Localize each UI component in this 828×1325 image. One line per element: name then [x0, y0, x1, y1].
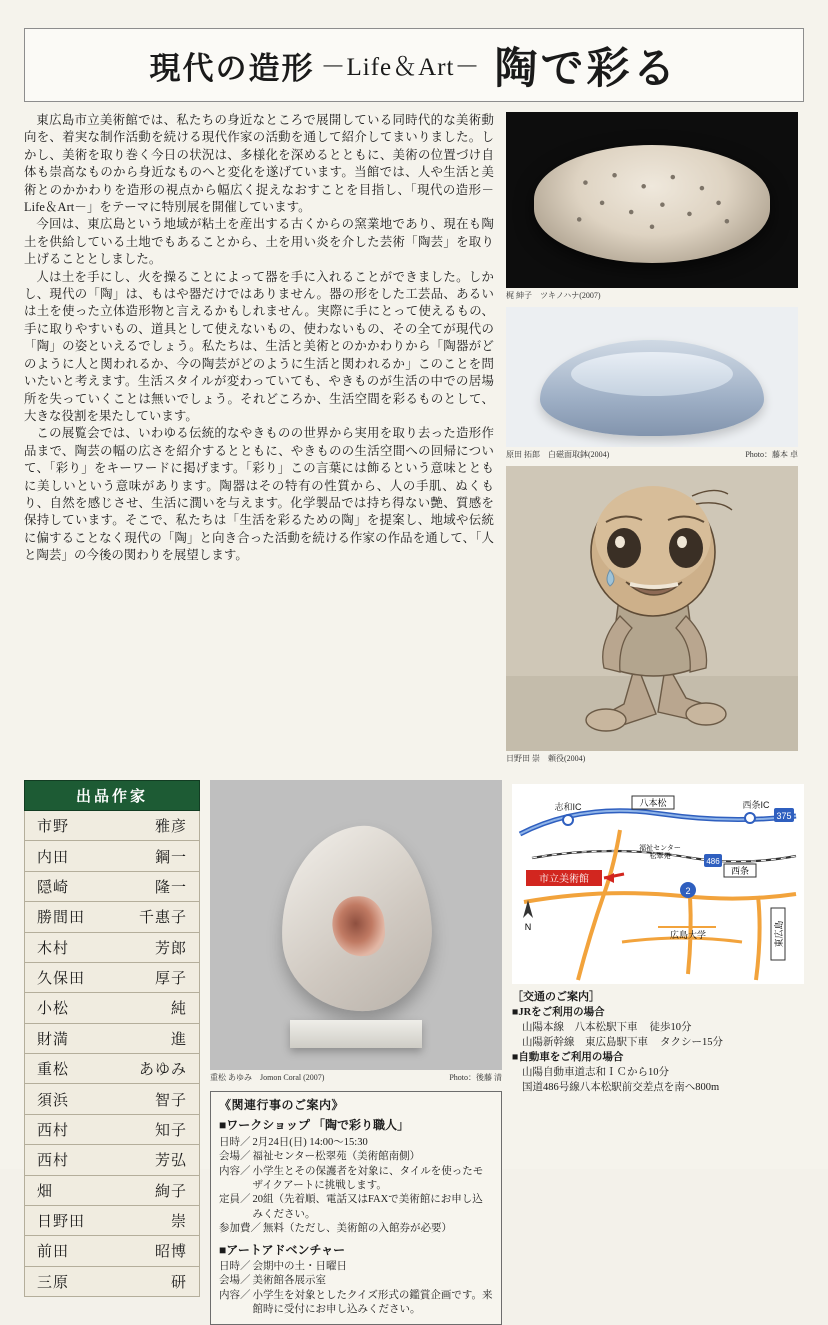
event-key: 内容／: [219, 1165, 251, 1177]
event-value: 美術館各展示室: [252, 1275, 326, 1287]
artist-family-name: 木村: [37, 940, 70, 957]
intro-text-column: [24, 112, 494, 770]
photo-caption: [506, 290, 798, 301]
intro-text: [24, 112, 494, 565]
photo-column: [506, 112, 798, 770]
photo-caption: [210, 1072, 502, 1083]
artist-row: [24, 1176, 200, 1206]
artist-given-name: 智子: [154, 1092, 187, 1109]
page-title: 現代の造形: [149, 50, 315, 86]
intro-paragraph: この展覧会では、いわゆる伝統的なやきものの世界から実用を取り去った造形作品まで、陶芸の幅の広さを紹介するとともに、やきものの生活空間への回帰について、「彩り」をキーワードに掲げます。「彩り」この言葉には飾るという意味とともに美しいという意味があります。陶器はその特有の性質から、人の手肌、ぬくもり、自然を感じさせ、生活に潤いを与えます。化学製品では持ち得ない艶、質感を保持しています。そこで、私たちは「生活を彩るための陶」を提案し、地域や伝統に偏することなく現代の「陶」と向き合った活動を続ける作家の作品を通して、「人と陶芸」の今後の関わりを展望します。: [24, 426, 494, 563]
intro-paragraph: 今回は、東広島という地域が粘土を産出する古くからの窯業地であり、現在も陶土を供給している土地でもあることから、土を用い炎を介した芸術「陶芸」を取り上げることとしました。: [24, 217, 494, 267]
artist-row: [24, 963, 200, 993]
photo-caption: [506, 449, 798, 460]
page-title-brush: 陶で彩る: [494, 43, 679, 94]
event-key: 日時／: [219, 1261, 251, 1273]
svg-text:486: 486: [706, 857, 720, 866]
svg-text:2: 2: [685, 886, 691, 896]
photo-caption-text: 原田 拓郎 白磁面取鉢(2004): [506, 450, 610, 459]
artist-row: [24, 993, 200, 1023]
artist-row: [24, 1267, 200, 1297]
artist-given-name: 進: [170, 1031, 187, 1048]
event-value: 小学生を対象としたクイズ形式の鑑賞企画です。来館時に受付にお申し込みください。: [252, 1289, 493, 1316]
access-map: [512, 784, 804, 984]
access-row: [512, 1020, 804, 1035]
map-illustration: [512, 784, 804, 984]
artist-given-name: 崇: [170, 1214, 187, 1231]
access-duration: タクシー15分: [660, 1037, 723, 1048]
event-row: [219, 1260, 493, 1274]
upper-section: [18, 112, 810, 770]
artist-list-heading: 出品作家: [24, 780, 200, 811]
artwork-image-hakuji-bowl: [506, 307, 798, 447]
event-value: 会期中の土・日曜日: [252, 1261, 347, 1273]
photo-caption-text: 日野田 崇 頼役(2004): [506, 754, 586, 763]
event-value: 無料（ただし、美術館の入館券が必要）: [263, 1223, 452, 1235]
event-value: 福祉センター松翠苑（美術館南側）: [252, 1151, 421, 1163]
artist-family-name: 三原: [37, 1274, 70, 1291]
photo-block-figure: [506, 466, 798, 764]
ceramic-figure-illustration: [506, 466, 798, 751]
event-value: 2月24日(日) 14:00～15:30: [252, 1136, 368, 1148]
access-section-title: ■JRをご利用の場合: [512, 1007, 605, 1018]
artist-given-name: 隆一: [154, 879, 187, 896]
svg-text:松翠苑: 松翠苑: [649, 853, 671, 860]
event-value: 20組（先着順、電話又はFAXで美術館にお申し込みください。: [252, 1194, 483, 1220]
artist-family-name: 西村: [37, 1153, 70, 1170]
svg-text:広島大学: 広島大学: [669, 930, 707, 940]
artist-given-name: あゆみ: [138, 1062, 187, 1079]
event-row: [219, 1136, 493, 1150]
svg-text:八本松: 八本松: [639, 798, 667, 808]
artist-row: [24, 811, 200, 841]
event-row: [219, 1274, 493, 1288]
artist-given-name: 千惠子: [138, 910, 187, 927]
artist-given-name: 研: [170, 1274, 187, 1291]
svg-text:福祉センター: 福祉センター: [639, 845, 681, 852]
event-key: 参加費／: [219, 1223, 261, 1235]
access-route: 山陽本線 八本松駅下車: [522, 1022, 638, 1033]
artist-family-name: 市野: [37, 819, 70, 836]
event-row: [219, 1193, 493, 1222]
map-column: [512, 780, 804, 1325]
event-key: 日時／: [219, 1136, 251, 1148]
artist-row: [24, 1145, 200, 1175]
artist-row: [24, 933, 200, 963]
artist-list: [24, 780, 200, 1325]
event-value: 小学生とその保護者を対象に、タイルを使ったモザイクアートに挑戦します。: [252, 1165, 484, 1192]
event-row: [219, 1222, 493, 1236]
artist-row: [24, 872, 200, 902]
intro-paragraph: 東広島市立美術館では、私たちの身近なところで展開している同時代的な美術動向を、着実な制作活動を続ける現代作家の活動を通して紹介してまいりました。しかし、美術を取り巻く今日の状況は、多様化を深めるとともに、美術の位置づけ自体も崇高なものから身近なものへと変化を遂げています。当館では、人や生活と美術とのかかわりを造形の視点から幅広く捉えなおすことを目指し、「現代の造形－Life＆Art－」をテーマに特別展を開催しています。: [24, 113, 494, 215]
event-key: 会場／: [219, 1275, 251, 1287]
intro-paragraph: 人は土を手にし、火を操ることによって器を手に入れることができました。しかし、現代の「陶」は、もはや器だけではありません。器の形をした工芸品、あるいは土を使った立体造形物と言えるかもしれません。実際に手にとって使えるもの、手に取りやすいもの、道具として使えないもの、使わないもの、その全てが現代の「陶」の姿といえるでしょう。私たちは、生活と美術とのかかわりから「陶器がどのように人と関われるか、今の陶芸がどのように生活と関われるか」このことを問いたいと考えます。生活スタイルが変わっていても、やきものが生活の中での居場所を失っていくことは無いでしょう。それどころか、生活空間を彩るものとして、大きな役割を果たしています。: [24, 269, 494, 423]
artist-row: [24, 1115, 200, 1145]
photo-credit: Photo：後藤 清: [449, 1073, 502, 1082]
poster-header: [24, 28, 804, 102]
access-section-title: ■自動車をご利用の場合: [512, 1052, 624, 1063]
svg-text:西条: 西条: [730, 866, 750, 876]
photo-credit: Photo：藤本 卓: [745, 450, 798, 459]
artist-family-name: 日野田: [37, 1214, 86, 1231]
svg-text:西条IC: 西条IC: [742, 800, 770, 810]
event-row: [219, 1289, 493, 1318]
artist-row: [24, 1054, 200, 1084]
artist-given-name: 芳弘: [154, 1153, 187, 1170]
access-row: [512, 1035, 804, 1050]
artist-given-name: 厚子: [154, 971, 187, 988]
artist-row: [24, 1024, 200, 1054]
event-key: 会場／: [219, 1151, 251, 1163]
artist-given-name: 芳郎: [154, 940, 187, 957]
artist-family-name: 隠崎: [37, 879, 70, 896]
svg-text:東広島: 東広島: [774, 920, 784, 948]
artist-given-name: 知子: [154, 1122, 187, 1139]
artwork-image-tsukinohana: [506, 112, 798, 288]
artist-given-name: 雅彦: [154, 819, 187, 836]
artist-family-name: 重松: [37, 1062, 70, 1079]
artist-row: [24, 1236, 200, 1266]
artist-family-name: 畑: [37, 1183, 54, 1200]
artist-family-name: 財満: [37, 1031, 70, 1048]
svg-text:市立美術館: 市立美術館: [539, 874, 589, 885]
access-route: 山陽新幹線 東広島駅下車: [522, 1037, 648, 1048]
lower-section: [18, 770, 810, 1325]
access-route: 山陽自動車道志和ＩＣから10分: [522, 1067, 669, 1078]
photo-caption: [506, 753, 798, 764]
page-subtitle: －Life＆Art－: [320, 54, 481, 81]
artist-given-name: 純: [170, 1001, 187, 1018]
artist-family-name: 勝間田: [37, 910, 86, 927]
access-heading: ［交通のご案内］: [512, 991, 600, 1003]
center-column: [210, 780, 502, 1325]
workshop-title: ■ワークショップ 「陶で彩り職人」: [219, 1118, 410, 1133]
access-route: 国道486号線八本松駅前交差点を南へ800m: [522, 1082, 720, 1093]
artwork-image-jomon-coral: [210, 780, 502, 1070]
artist-given-name: 鋼一: [154, 849, 187, 866]
access-duration: 徒歩10分: [649, 1022, 692, 1033]
photo-caption-text: 梶 紳子 ツキノハナ(2007): [506, 291, 601, 300]
artist-family-name: 須浜: [37, 1092, 70, 1109]
adventure-title: ■アートアドベンチャー: [219, 1242, 346, 1257]
artist-row: [24, 902, 200, 932]
artist-row: [24, 1206, 200, 1236]
artist-family-name: 内田: [37, 849, 70, 866]
access-info: [512, 990, 804, 1095]
photo-block-hakuji-bowl: [506, 307, 798, 460]
svg-text:N: N: [524, 922, 532, 932]
related-events-box: [210, 1091, 502, 1325]
artist-given-name: 昭博: [154, 1244, 187, 1261]
artist-row: [24, 1084, 200, 1114]
event-key: 内容／: [219, 1289, 251, 1301]
event-key: 定員／: [219, 1194, 251, 1206]
event-row: [219, 1150, 493, 1164]
artist-family-name: 前田: [37, 1244, 70, 1261]
artist-family-name: 西村: [37, 1122, 70, 1139]
svg-text:375: 375: [776, 811, 792, 821]
artist-given-name: 絢子: [154, 1183, 187, 1200]
artist-family-name: 久保田: [37, 971, 86, 988]
artwork-image-figure: [506, 466, 798, 751]
photo-caption-text: 重松 あゆみ Jomon Coral (2007): [210, 1073, 325, 1082]
photo-block-tsukinohana: [506, 112, 798, 301]
artist-row: [24, 841, 200, 871]
artist-family-name: 小松: [37, 1001, 70, 1018]
events-heading: 《関連行事のご案内》: [219, 1098, 345, 1112]
svg-text:志和IC: 志和IC: [554, 802, 582, 812]
